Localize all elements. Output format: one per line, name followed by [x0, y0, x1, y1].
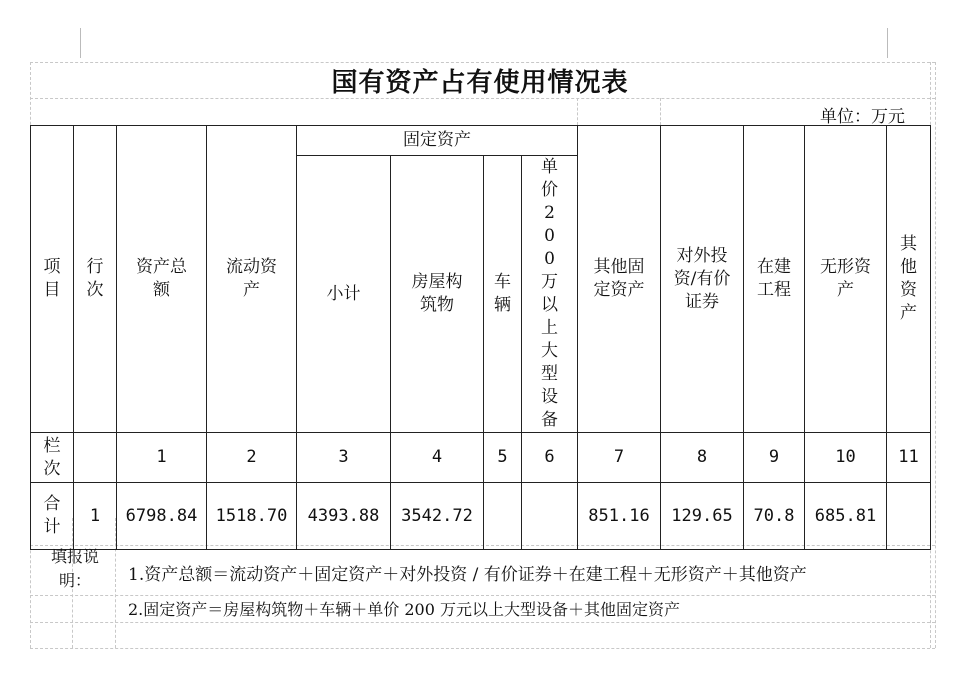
header-vehicles: 车辆 — [484, 156, 522, 433]
column-number-cell: 2 — [207, 433, 297, 483]
header-subtotal: 小计 — [297, 156, 391, 433]
header-intangible: 无形资产 — [805, 126, 887, 433]
header-total-assets: 资产总额 — [117, 126, 207, 433]
column-number-label: 栏次 — [31, 433, 74, 483]
asset-table — [30, 125, 931, 550]
crop-mark-left — [80, 28, 81, 58]
report-title: 国有资产占有使用情况表 — [331, 68, 629, 98]
column-number-cell: 7 — [578, 433, 661, 483]
column-number-cell: 6 — [522, 433, 578, 483]
construction-value: 70.8 — [744, 483, 805, 550]
crop-mark-right — [887, 28, 888, 58]
other-assets-value — [887, 483, 931, 550]
total-row — [31, 483, 931, 550]
notes-label: 填报说明： — [50, 547, 99, 590]
other-fixed-value: 851.16 — [578, 483, 661, 550]
column-number-cell: 8 — [661, 433, 744, 483]
column-number-cell: 1 — [117, 433, 207, 483]
unit-label: 单位：万元 — [820, 107, 905, 127]
header-construction: 在建工程 — [744, 126, 805, 433]
large-equipment-value — [522, 483, 578, 550]
header-row-no: 行次 — [74, 126, 117, 433]
intangible-value: 685.81 — [805, 483, 887, 550]
column-number-cell: 4 — [391, 433, 484, 483]
header-large-equipment: 单价200万以上大型设备 — [522, 156, 578, 433]
column-number-cell: 11 — [887, 433, 931, 483]
header-other-fixed: 其他固定资产 — [578, 126, 661, 433]
note-line-2: 2.固定资产＝房屋构筑物＋车辆＋单价 200 万元以上大型设备＋其他固定资产 — [128, 600, 680, 619]
column-number-cell: 3 — [297, 433, 391, 483]
header-investments: 对外投资/有价证券 — [661, 126, 744, 433]
vehicles-value — [484, 483, 522, 550]
header-current-assets: 流动资产 — [207, 126, 297, 433]
total-row-label: 合计 — [31, 483, 74, 550]
column-number-cell: 10 — [805, 433, 887, 483]
header-other-assets: 其他资产 — [887, 126, 931, 433]
header-fixed-assets: 固定资产 — [297, 126, 578, 156]
column-number-cell — [74, 433, 117, 483]
column-number-cell: 5 — [484, 433, 522, 483]
buildings-value: 3542.72 — [391, 483, 484, 550]
column-number-cell: 9 — [744, 433, 805, 483]
total-assets-value: 6798.84 — [117, 483, 207, 550]
header-item: 项目 — [31, 126, 74, 433]
total-row-no: 1 — [74, 483, 117, 550]
investments-value: 129.65 — [661, 483, 744, 550]
note-line-1: 1.资产总额＝流动资产＋固定资产＋对外投资 / 有价证券＋在建工程＋无形资产＋其他资产 — [128, 565, 807, 585]
current-assets-value: 1518.70 — [207, 483, 297, 550]
header-buildings: 房屋构筑物 — [391, 156, 484, 433]
column-number-row — [31, 433, 931, 483]
fixed-subtotal-value: 4393.88 — [297, 483, 391, 550]
